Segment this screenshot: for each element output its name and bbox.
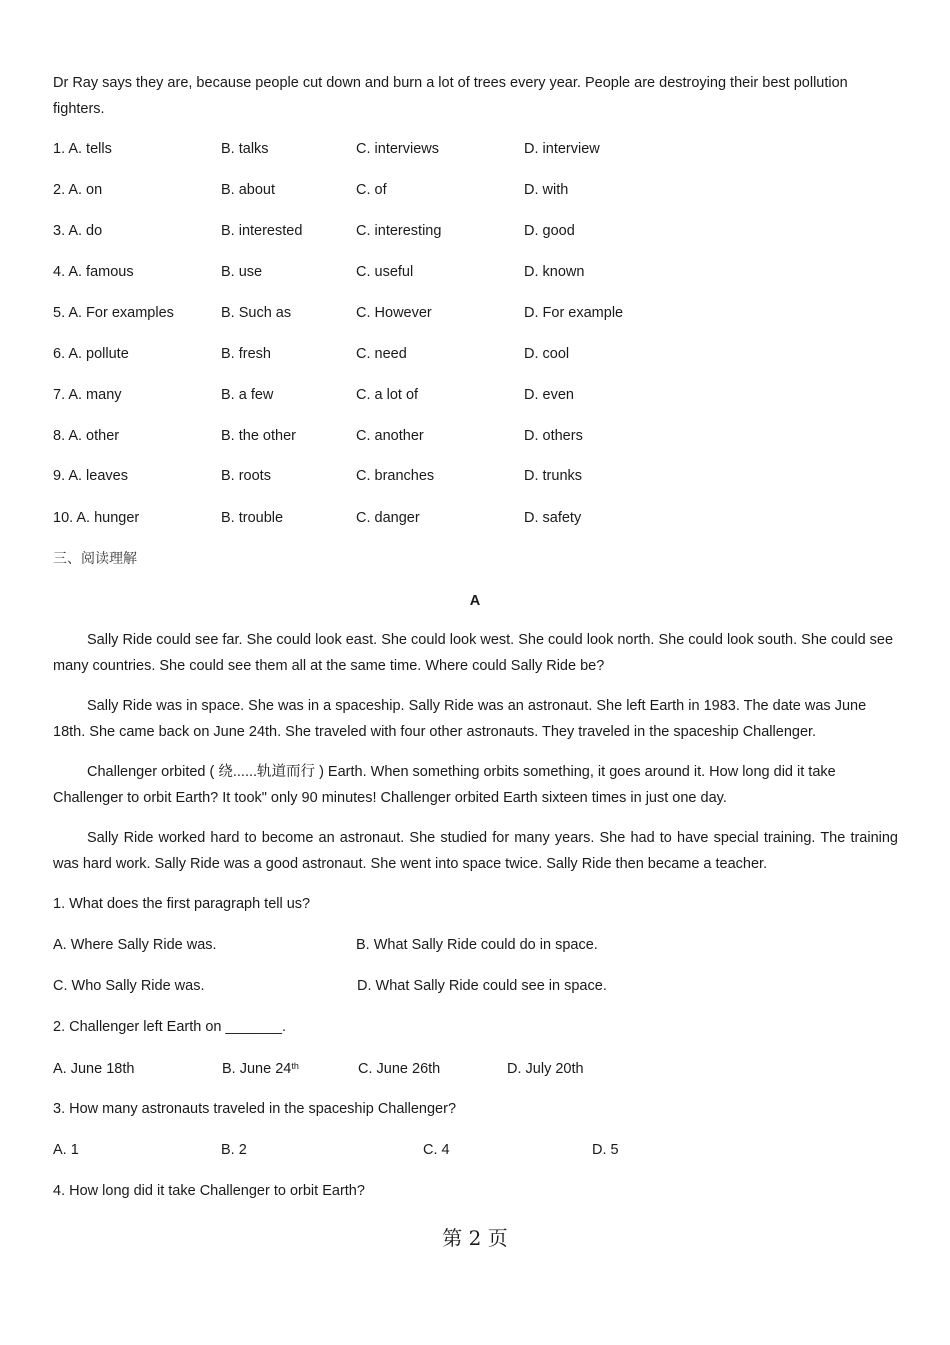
option-d: D. 5 xyxy=(592,1142,619,1158)
option-d: D. even xyxy=(524,387,574,403)
option-c: C. 4 xyxy=(423,1142,450,1158)
option-b-text: B. June 24 xyxy=(222,1061,292,1077)
option-d: D. safety xyxy=(524,510,582,526)
option-b: B. Such as xyxy=(221,305,292,321)
option-c: C. interesting xyxy=(356,223,442,239)
option-b: B. 2 xyxy=(221,1142,247,1158)
option-c: C. danger xyxy=(356,510,420,526)
option-a: 5. A. For examples xyxy=(53,305,174,321)
option-a: A. 1 xyxy=(53,1142,79,1158)
option-a: 7. A. many xyxy=(53,387,122,403)
option-c: C. useful xyxy=(356,264,414,280)
option-c: C. need xyxy=(356,346,407,362)
option-b: B. use xyxy=(221,264,263,280)
option-b: B. interested xyxy=(221,223,303,239)
option-b-superscript: th xyxy=(291,1061,299,1071)
option-a: 10. A. hunger xyxy=(53,510,140,526)
option-d: D. July 20th xyxy=(507,1061,584,1077)
passage-title: A xyxy=(469,593,481,609)
option-d: D. trunks xyxy=(524,468,583,484)
option-b: B. fresh xyxy=(221,346,271,362)
option-b: B. roots xyxy=(221,468,271,484)
passage-paragraph: Sally Ride could see far. She could look east. She could look west. She could look north. She could look south. She could see many countries. She could see them all at the same time. Where could Sally Ride be? xyxy=(53,632,894,674)
option-a: 2. A. on xyxy=(53,182,103,198)
option-d: D. interview xyxy=(524,141,600,157)
question-stem: 3. How many astronauts traveled in the spaceship Challenger? xyxy=(53,1101,457,1117)
section-heading: 三、阅读理解 xyxy=(53,551,137,567)
question-stem: 4. How long did it take Challenger to orbit Earth? xyxy=(53,1183,365,1199)
option-d: D. others xyxy=(524,428,583,444)
option-b: B. about xyxy=(221,182,276,198)
option-d: D. For example xyxy=(524,305,624,321)
option-c: C. interviews xyxy=(356,141,439,157)
option-a: 6. A. pollute xyxy=(53,346,129,362)
passage-paragraph: Sally Ride was in space. She was in a spaceship. Sally Ride was an astronaut. She left Earth in 1983. The date was June 18th. She came back on June 24th. She traveled with four other astronauts. They traveled in the spaceship Challenger. xyxy=(53,698,867,740)
option-b xyxy=(222,1061,299,1077)
option-d: D. known xyxy=(524,264,585,280)
option-b: B. talks xyxy=(221,141,269,157)
option-d: D. with xyxy=(524,182,569,198)
option-d: D. good xyxy=(524,223,575,239)
option-c: C. a lot of xyxy=(356,387,419,403)
question-stem: 2. Challenger left Earth on _______. xyxy=(53,1019,286,1035)
option-b: B. trouble xyxy=(221,510,284,526)
option-a: 3. A. do xyxy=(53,223,103,239)
option-a: 1. A. tells xyxy=(53,141,112,157)
option-b: B. What Sally Ride could do in space. xyxy=(356,937,598,953)
option-c: C. June 26th xyxy=(358,1061,441,1077)
option-a: A. Where Sally Ride was. xyxy=(53,937,217,953)
option-c: C. branches xyxy=(356,468,435,484)
option-d: D. cool xyxy=(524,346,570,362)
option-a: A. June 18th xyxy=(53,1061,135,1077)
option-b: B. a few xyxy=(221,387,274,403)
passage-paragraph: Sally Ride worked hard to become an astronaut. She studied for many years. She had to have special training. The training was hard work. Sally Ride was a good astronaut. She went into space twice. Sally Ride then became a teacher. xyxy=(53,830,898,872)
option-b: B. the other xyxy=(221,428,296,444)
page-number: 第 2 页 xyxy=(442,1226,508,1250)
option-c: C. another xyxy=(356,428,424,444)
question-stem: 1. What does the first paragraph tell us? xyxy=(53,896,311,912)
option-a: 9. A. leaves xyxy=(53,468,128,484)
option-a: 4. A. famous xyxy=(53,264,134,280)
option-a: 8. A. other xyxy=(53,428,120,444)
intro-paragraph: Dr Ray says they are, because people cut down and burn a lot of trees every year. People are destroying their best pollution fighters. xyxy=(53,75,848,117)
option-c: C. Who Sally Ride was. xyxy=(53,978,205,994)
passage-paragraph: Challenger orbited ( 绕......轨道而行 ) Earth. When something orbits something, it goes around it. How long did it take Challenger to orbit Earth? It took" only 90 minutes! Challenger orbited Earth sixteen times in just one day. xyxy=(53,764,836,806)
option-c: C. However xyxy=(356,305,432,321)
option-c: C. of xyxy=(356,182,387,198)
option-d: D. What Sally Ride could see in space. xyxy=(357,978,607,994)
